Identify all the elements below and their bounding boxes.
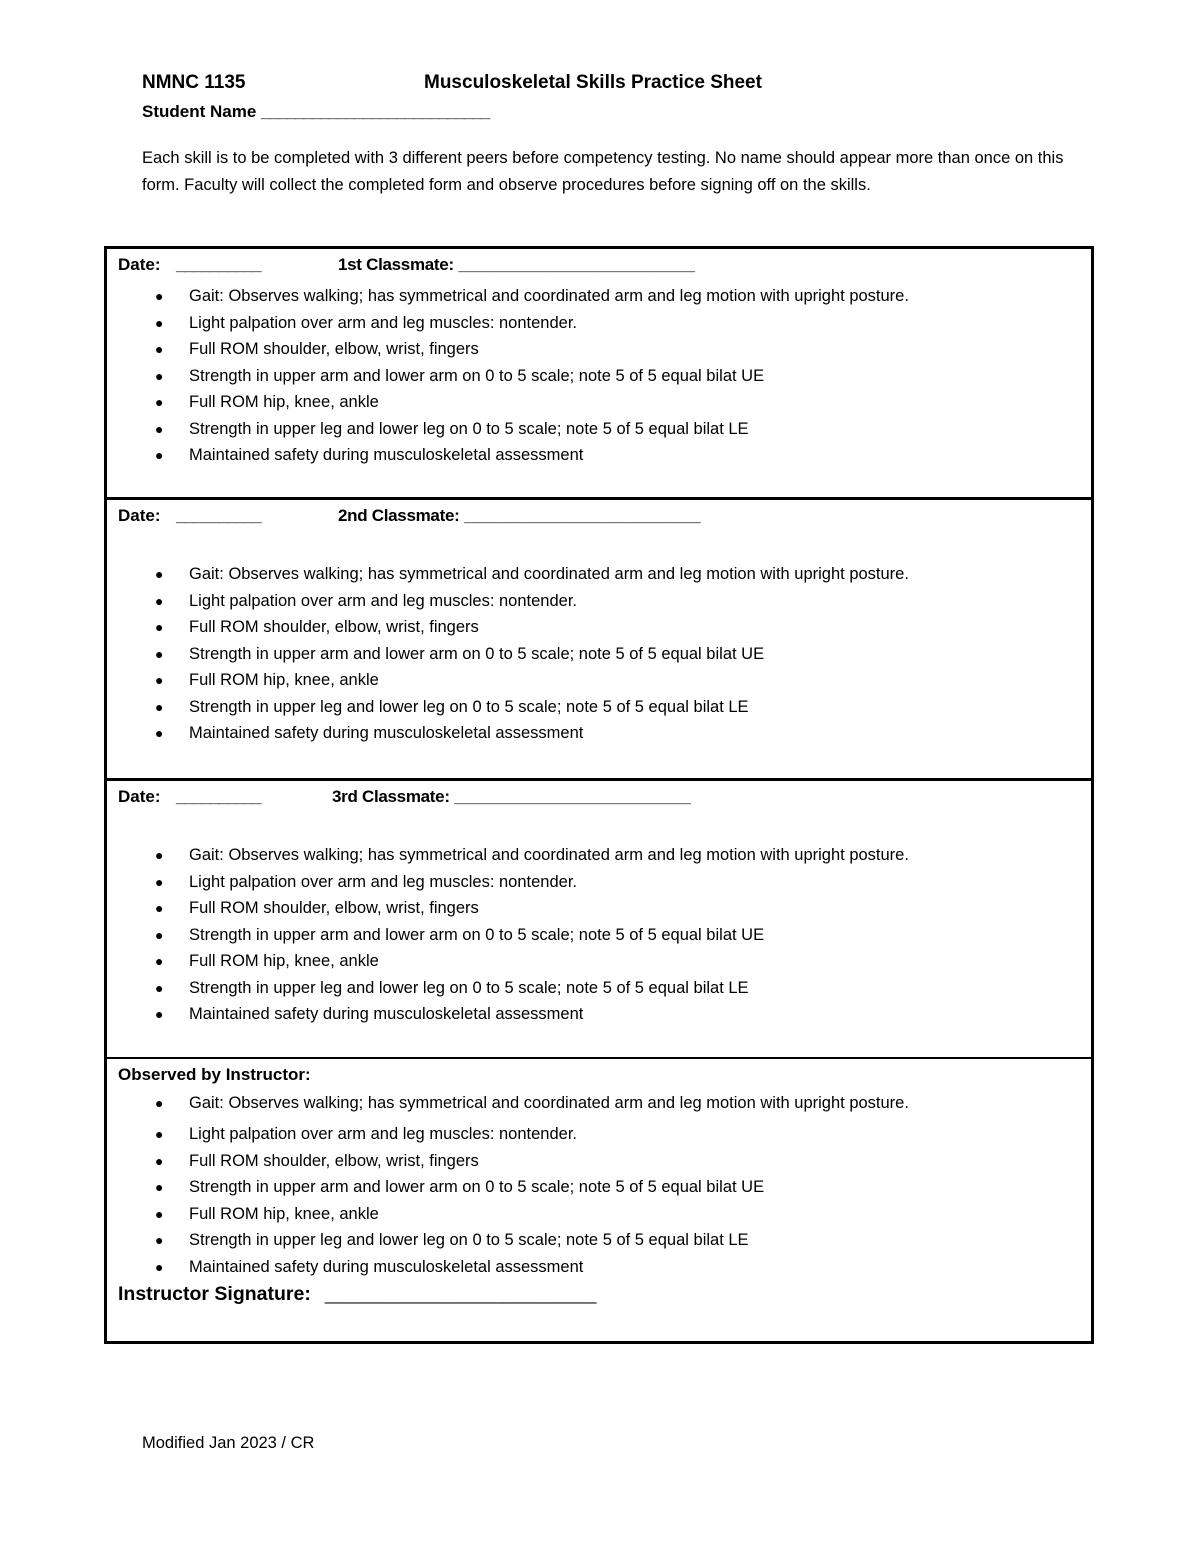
list-item (107, 1090, 909, 1121)
item-text: Strength in upper arm and lower arm on 0 to 5 scale; note 5 of 5 equal bilat UE (189, 644, 765, 663)
list-item (107, 363, 909, 390)
section-header (118, 255, 695, 275)
bullet-icon: ● (155, 447, 164, 463)
bullet-icon: ● (155, 873, 164, 890)
item-text: Maintained safety during musculoskeletal assessment (189, 1257, 584, 1276)
item-text: Strength in upper arm and lower arm on 0 to 5 scale; note 5 of 5 equal bilat UE (189, 366, 765, 385)
instructor-section (107, 1059, 1091, 1341)
date-label: Date: (118, 787, 161, 806)
bullet-icon: ● (155, 698, 164, 715)
classmate-section-1 (107, 249, 1091, 500)
instructions: Each skill is to be completed with 3 different peers before competency testing. No name should appear more than once on this form. Faculty will collect the completed form and observe procedures before signing off on the skills. (142, 149, 1064, 194)
list-item (107, 1148, 909, 1175)
gait-label: Gait: (189, 1094, 224, 1112)
gait-text: Observes walking; has symmetrical and coordinated arm and leg motion with upright posture. (223, 287, 909, 305)
skills-list (107, 1090, 909, 1280)
bullet-icon: ● (155, 1095, 164, 1111)
item-text: Strength in upper leg and lower leg on 0 to 5 scale; note 5 of 5 equal bilat LE (189, 697, 749, 716)
bullet-icon: ● (155, 1152, 164, 1169)
list-item (107, 588, 909, 615)
list-item (107, 948, 909, 975)
item-text: Full ROM hip, knee, ankle (189, 393, 379, 411)
item-text: Strength in upper leg and lower leg on 0 to 5 scale; note 5 of 5 equal bilat LE (189, 978, 749, 997)
gait-label: Gait: (189, 846, 224, 864)
date-label: Date: (118, 506, 161, 525)
bullet-icon: ● (155, 1006, 164, 1022)
bullet-icon: ● (155, 979, 164, 996)
item-text: Full ROM hip, knee, ankle (189, 1204, 379, 1223)
list-item (107, 895, 909, 922)
list-item (107, 1227, 909, 1254)
item-text: Maintained safety during musculoskeletal assessment (189, 446, 584, 464)
title-row (142, 72, 942, 100)
item-text: Full ROM hip, knee, ankle (189, 952, 379, 970)
footer-note: Modified Jan 2023 / CR (142, 1434, 315, 1452)
bullet-icon: ● (155, 953, 164, 969)
bullet-icon: ● (155, 420, 164, 437)
date-field[interactable]: __________ (176, 506, 261, 525)
student-name-row (142, 102, 489, 122)
bullet-icon: ● (155, 926, 164, 943)
bullet-icon: ● (155, 1179, 164, 1195)
student-name-field[interactable]: ___________________________ (261, 102, 490, 121)
bullet-icon: ● (155, 341, 164, 357)
list-item (107, 1174, 909, 1201)
item-text: Light palpation over arm and leg muscles: nontender. (189, 1125, 577, 1143)
bullet-icon: ● (155, 725, 164, 741)
classmate-section-2 (107, 500, 1091, 781)
item-text: Light palpation over arm and leg muscles: nontender. (189, 313, 577, 332)
signature-row (118, 1283, 595, 1306)
list-item (107, 442, 909, 469)
classmate-section-3 (107, 781, 1091, 1059)
list-item (107, 1254, 909, 1281)
list-item (107, 389, 909, 416)
skills-list (107, 561, 909, 747)
list-item (107, 1201, 909, 1228)
list-item (107, 310, 909, 337)
classmate-field[interactable]: _________________________ (454, 787, 691, 806)
gait-label: Gait: (189, 287, 224, 305)
section-header (118, 787, 691, 807)
bullet-icon: ● (155, 619, 164, 635)
item-text: Full ROM hip, knee, ankle (189, 671, 379, 689)
bullet-icon: ● (155, 900, 164, 916)
bullet-icon: ● (155, 367, 164, 384)
list-item (107, 975, 909, 1002)
bullet-icon: ● (155, 1232, 164, 1248)
item-text: Maintained safety during musculoskeletal assessment (189, 724, 584, 742)
gait-label: Gait: (189, 565, 224, 583)
gait-text: Observes walking; has symmetrical and coordinated arm and leg motion with upright posture. (223, 1094, 909, 1112)
list-item (107, 922, 909, 949)
section-header (118, 506, 701, 526)
item-text: Strength in upper arm and lower arm on 0 to 5 scale; note 5 of 5 equal bilat UE (189, 925, 765, 944)
list-item (107, 720, 909, 747)
bullet-icon: ● (155, 672, 164, 688)
date-field[interactable]: __________ (176, 787, 261, 806)
item-text: Light palpation over arm and leg muscles: nontender. (189, 591, 577, 610)
list-item (107, 1121, 909, 1148)
bullet-icon: ● (155, 314, 164, 331)
signature-field[interactable]: ________________________________ (324, 1285, 596, 1304)
item-text: Full ROM shoulder, elbow, wrist, fingers (189, 899, 479, 917)
sheet-title: Musculoskeletal Skills Practice Sheet (424, 72, 762, 93)
classmate-field[interactable]: _________________________ (458, 255, 695, 274)
list-item (107, 614, 909, 641)
date-label: Date: (118, 255, 161, 274)
classmate-label: 2nd Classmate: (338, 506, 460, 525)
list-item (107, 842, 909, 869)
bullet-icon: ● (155, 566, 164, 582)
list-item (107, 561, 909, 588)
classmate-label: 1st Classmate: (338, 255, 454, 274)
course-code: NMNC 1135 (142, 72, 246, 93)
item-text: Strength in upper leg and lower leg on 0 to 5 scale; note 5 of 5 equal bilat LE (189, 419, 749, 438)
item-text: Maintained safety during musculoskeletal assessment (189, 1005, 584, 1023)
list-item (107, 416, 909, 443)
checklist-form (104, 246, 1094, 1344)
skills-list (107, 283, 909, 469)
list-item (107, 667, 909, 694)
item-text: Strength in upper arm and lower arm on 0 to 5 scale; note 5 of 5 equal bilat UE (189, 1178, 765, 1196)
student-name-label: Student Name (142, 102, 257, 121)
bullet-icon: ● (155, 1205, 164, 1222)
item-text: Strength in upper leg and lower leg on 0 to 5 scale; note 5 of 5 equal bilat LE (189, 1231, 749, 1249)
bullet-icon: ● (155, 1258, 164, 1275)
bullet-icon: ● (155, 592, 164, 609)
skills-list (107, 842, 909, 1028)
item-text: Full ROM shoulder, elbow, wrist, fingers (189, 618, 479, 636)
bullet-icon: ● (155, 645, 164, 662)
bullet-icon: ● (155, 1126, 164, 1142)
item-text: Full ROM shoulder, elbow, wrist, fingers (189, 340, 479, 358)
item-text: Full ROM shoulder, elbow, wrist, fingers (189, 1151, 479, 1170)
signature-label: Instructor Signature: (118, 1283, 311, 1305)
list-item (107, 336, 909, 363)
date-field[interactable]: __________ (176, 255, 261, 274)
instructor-heading: Observed by Instructor: (118, 1065, 311, 1084)
list-item (107, 641, 909, 668)
gait-text: Observes walking; has symmetrical and coordinated arm and leg motion with upright posture. (223, 565, 909, 583)
list-item (107, 1001, 909, 1028)
bullet-icon: ● (155, 288, 164, 304)
gait-text: Observes walking; has symmetrical and coordinated arm and leg motion with upright posture. (223, 846, 909, 864)
item-text: Light palpation over arm and leg muscles: nontender. (189, 872, 577, 891)
classmate-label: 3rd Classmate: (332, 787, 450, 806)
list-item (107, 694, 909, 721)
list-item (107, 283, 909, 310)
classmate-field[interactable]: _________________________ (464, 506, 701, 525)
bullet-icon: ● (155, 847, 164, 863)
bullet-icon: ● (155, 394, 164, 410)
list-item (107, 869, 909, 896)
